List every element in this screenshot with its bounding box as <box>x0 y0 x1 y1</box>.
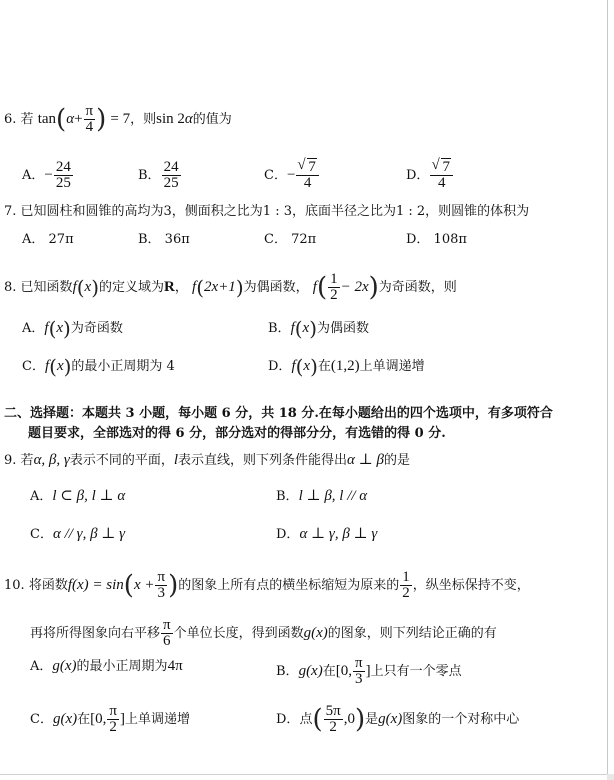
question-7: 7. 已知圆柱和圆锥的高均为3，侧面积之比为1 : 3，底面半径之比为1 : 2，则圆锥的体积为 <box>4 204 530 219</box>
q8-option-a: A．f(x)为奇函数 <box>22 316 123 341</box>
q9-option-c: C．α // γ, β ⊥ γ <box>30 526 126 542</box>
q6-option-c: C．− √ $\frac{7}{4}$ <box>264 160 320 191</box>
q7-option-a: A． 27π <box>22 232 74 247</box>
q7-option-d: D． 108π <box>406 232 467 247</box>
question-10: 10. 将函数f(x) = sin(x + $\frac{\pi}{3}$ )的图象上所有点的横坐标缩短为原来的 $\frac{1}{2}$ ，纵坐标保持不变， <box>4 569 530 601</box>
q10-option-d: D．点( $\frac{5\pi}{2}$ ,0)是g(x)图象的一个对称中心 <box>276 703 520 735</box>
q10-option-b: B．g(x)在[0, $\frac{\pi}{3}$ ]上只有一个零点 <box>276 655 462 687</box>
q7-option-b: B． 36π <box>138 232 190 247</box>
section-2-heading-cont: 题目要求，全部选对的得 6 分，部分选对的得部分分，有选错的得 0 分. <box>28 426 446 441</box>
question-8: 8. 已知函数f(x)的定义域为R， f(2x+1)为偶函数， f( $\frac{1}{2}$ − 2x)为奇函数，则 <box>4 271 457 303</box>
question-6: 6. 若 tan(α+ $\frac{\pi}{4}$ ) = 7，则sin 2α的值为 <box>4 103 232 135</box>
section-2-heading: 二、选择题：本题共 3 小题，每小题 6 分，共 18 分.在每小题给出的四个选项中，有多项符合 <box>4 406 553 421</box>
question-10-line-2: 再将所得图象向右平移 $\frac{\pi}{6}$ 个单位长度，得到函数g(x)的图象，则下列结论正确的有 <box>30 617 497 649</box>
fraction-pi-over-4: $\frac{\pi}{4}$ <box>85 103 94 135</box>
q7-option-c: C． 72π <box>264 232 317 247</box>
q6-option-a: A．− $\frac{24}{25}$ <box>22 159 71 191</box>
page-corner <box>607 774 614 780</box>
q9-option-d: D．α ⊥ γ, β ⊥ γ <box>276 526 378 542</box>
q8-option-b: B．f(x)为偶函数 <box>268 316 370 341</box>
question-number: 6. <box>4 112 17 127</box>
q8-option-c: C．f(x)的最小正周期为 4 <box>22 354 175 379</box>
question-9: 9. 若α, β, γ表示不同的平面，l表示直线，则下列条件能得出α ⊥ β的是 <box>4 452 410 468</box>
page-edge-right <box>607 0 608 780</box>
q6-option-b: B． $\frac{24}{25}$ <box>138 159 179 191</box>
q10-option-c: C．g(x)在[0, $\frac{\pi}{2}$ ]上单调递增 <box>30 703 190 735</box>
page-edge-bottom <box>0 774 614 775</box>
q6-option-d: D． √ $\frac{7}{4}$ <box>406 160 454 191</box>
q8-option-d: D．f(x)在(1,2)上单调递增 <box>268 354 425 379</box>
q9-option-a: A．l ⊂ β, l ⊥ α <box>30 488 126 504</box>
q10-option-a: A．g(x)的最小正周期为4π <box>30 658 183 674</box>
q9-option-b: B．l ⊥ β, l // α <box>276 488 368 504</box>
